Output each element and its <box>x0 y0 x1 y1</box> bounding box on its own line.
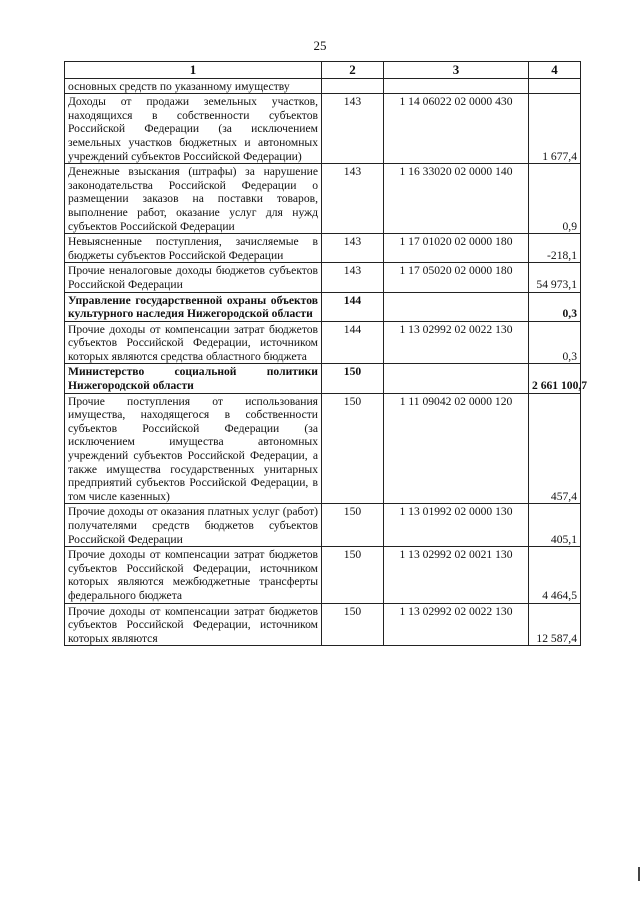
row-budget-code: 1 13 01992 02 0000 130 <box>384 504 529 547</box>
row-admin-code: 143 <box>322 263 384 292</box>
row-admin-code: 144 <box>322 292 384 321</box>
row-amount: -218,1 <box>529 234 581 263</box>
table-row <box>65 263 581 292</box>
row-budget-code: 1 14 06022 02 0000 430 <box>384 94 529 164</box>
row-budget-code: 1 11 09042 02 0000 120 <box>384 393 529 504</box>
table-body <box>65 78 588 646</box>
column-header-2: 2 <box>322 62 384 79</box>
row-description: Прочие доходы от оказания платных услуг (работ) получателями средств бюджетов субъектов Российской Федерации <box>65 504 322 547</box>
row-description: Денежные взыскания (штрафы) за нарушение законодательства Российской Федерации о размещении заказов на поставки товаров, выполнение работ, оказание услуг для нужд субъектов Российской Федерации <box>65 164 322 234</box>
row-amount: 0,3 <box>529 292 581 321</box>
row-admin-code: 150 <box>322 393 384 504</box>
row-admin-code <box>322 78 384 94</box>
row-amount: 2 661 100,7 <box>529 364 581 393</box>
row-budget-code: 1 17 05020 02 0000 180 <box>384 263 529 292</box>
row-budget-code: 1 13 02992 02 0022 130 <box>384 603 529 646</box>
row-amount: 4 464,5 <box>529 547 581 603</box>
table-row <box>65 603 581 646</box>
table-row <box>65 393 581 504</box>
row-description: Прочие доходы от компенсации затрат бюджетов субъектов Российской Федерации, источником которых являются межбюджетные трансферты федерального бюджета <box>65 547 322 603</box>
row-amount: 1 677,4 <box>529 94 581 164</box>
table-row <box>65 504 581 547</box>
table-row <box>65 164 581 234</box>
row-budget-code: 1 16 33020 02 0000 140 <box>384 164 529 234</box>
row-description: Доходы от продажи земельных участков, находящихся в собственности субъектов Российской Федерации (за исключением земельных участков бюджетных и автономных учреждений субъектов Российской Федерации) <box>65 94 322 164</box>
page-number: 25 <box>313 38 327 53</box>
table-row <box>65 547 581 603</box>
table-row <box>65 78 581 94</box>
row-description: Невыясненные поступления, зачисляемые в бюджеты субъектов Российской Федерации <box>65 234 322 263</box>
row-amount: 12 587,4 <box>529 603 581 646</box>
row-description: Прочие доходы от компенсации затрат бюджетов субъектов Российской Федерации, источником которых являются средства областного бюджета <box>65 321 322 364</box>
row-budget-code <box>384 364 529 393</box>
row-admin-code: 143 <box>322 94 384 164</box>
column-header-4: 4 <box>529 62 581 79</box>
row-amount: 54 973,1 <box>529 263 581 292</box>
row-budget-code: 1 13 02992 02 0021 130 <box>384 547 529 603</box>
row-admin-code: 150 <box>322 504 384 547</box>
row-budget-code <box>384 78 529 94</box>
row-amount: 0,9 <box>529 164 581 234</box>
revenue-table <box>64 61 588 646</box>
table-header-row <box>65 62 581 79</box>
column-header-1: 1 <box>65 62 322 79</box>
row-description: Прочие неналоговые доходы бюджетов субъектов Российской Федерации <box>65 263 322 292</box>
row-description: Министерство социальной политики Нижегородской области <box>65 364 322 393</box>
row-amount <box>529 78 581 94</box>
table-row <box>65 292 581 321</box>
row-description: Прочие поступления от использования имущества, находящегося в собственности субъектов Российской Федерации (за исключением имущества автономных учреждений субъектов Российской Федерации, а также имущества государственных унитарных предприятий субъектов Российской Федерации, в том числе казенных) <box>65 393 322 504</box>
column-header-3: 3 <box>384 62 529 79</box>
table-row <box>65 234 581 263</box>
row-amount: 457,4 <box>529 393 581 504</box>
row-admin-code: 150 <box>322 364 384 393</box>
table-row <box>65 364 581 393</box>
row-amount: 405,1 <box>529 504 581 547</box>
table-row <box>65 321 581 364</box>
row-description: Прочие доходы от компенсации затрат бюджетов субъектов Российской Федерации, источником которых являются <box>65 603 322 646</box>
row-admin-code: 143 <box>322 234 384 263</box>
table-row <box>65 94 581 164</box>
row-amount: 0,3 <box>529 321 581 364</box>
row-admin-code: 143 <box>322 164 384 234</box>
row-budget-code <box>384 292 529 321</box>
row-budget-code: 1 13 02992 02 0022 130 <box>384 321 529 364</box>
row-description: Управление государственной охраны объектов культурного наследия Нижегородской области <box>65 292 322 321</box>
row-admin-code: 144 <box>322 321 384 364</box>
row-budget-code: 1 17 01020 02 0000 180 <box>384 234 529 263</box>
row-admin-code: 150 <box>322 603 384 646</box>
row-description: основных средств по указанному имуществу <box>65 78 322 94</box>
row-admin-code: 150 <box>322 547 384 603</box>
